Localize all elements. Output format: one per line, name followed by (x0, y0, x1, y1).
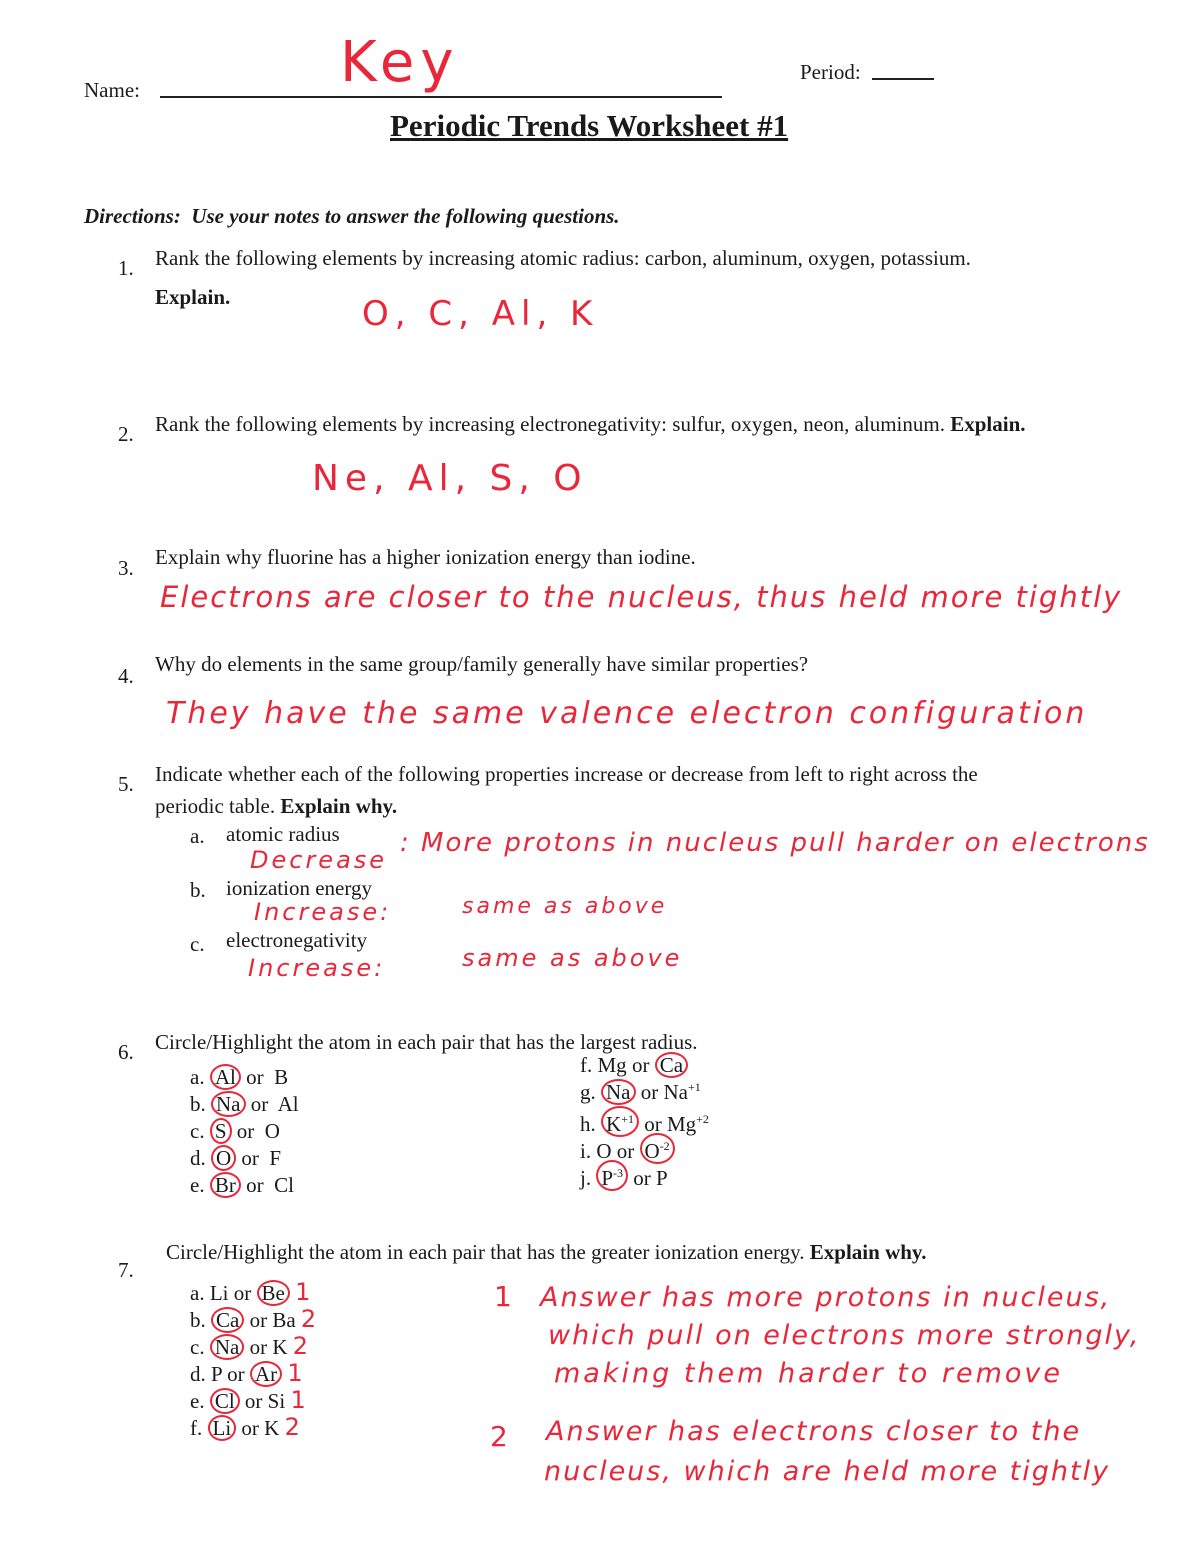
q7-answer1-number: 1 (494, 1280, 515, 1313)
q7-text: Circle/Highlight the atom in each pair that has the greater ionization energy. (166, 1240, 805, 1264)
q5-text-line2: periodic table. (155, 794, 276, 818)
pair-or: or (246, 1065, 264, 1089)
q4-answer: They have the same valence electron configuration (166, 696, 1088, 731)
pair-letter: f. (190, 1416, 203, 1440)
q6-pair-g (580, 1079, 701, 1105)
pair-first-charge: -3 (613, 1166, 624, 1180)
pair-letter: h. (580, 1112, 596, 1136)
pair-first-circled[interactable] (596, 1160, 628, 1191)
pair-or: or (249, 1335, 268, 1359)
pair-or: or (616, 1139, 635, 1163)
q7-pair-e (190, 1386, 309, 1414)
q7-number: 7. (118, 1258, 134, 1282)
pair-second[interactable]: Cl (274, 1173, 294, 1197)
pair-or: or (633, 1166, 651, 1190)
pair-or: or (631, 1053, 650, 1077)
q7-pair-d (190, 1359, 306, 1387)
q2-number: 2. (118, 422, 134, 446)
pair-reason-number: 2 (284, 1413, 303, 1441)
q7-pair-c (190, 1332, 311, 1360)
q4-text: Why do elements in the same group/family generally have similar properties? (155, 652, 809, 676)
directions-label: Directions: (84, 204, 181, 228)
pair-first[interactable]: P (211, 1362, 222, 1386)
q1-text: Rank the following elements by increasing atomic radius: carbon, aluminum, oxygen, potassium. (155, 246, 971, 270)
pair-second-charge: +2 (696, 1112, 709, 1126)
q6-number: 6. (118, 1040, 134, 1064)
q1-answer: O, C, Al, K (362, 294, 599, 334)
pair-first-circled[interactable]: Li (208, 1415, 237, 1441)
q3-text: Explain why fluorine has a higher ionization energy than iodine. (155, 545, 696, 569)
pair-letter: d. (190, 1146, 206, 1170)
q1-explain: Explain. (155, 285, 231, 309)
q5-text-line1: Indicate whether each of the following properties increase or decrease from left to right across the (155, 762, 978, 786)
q7-answer2-line: Answer has electrons closer to the (546, 1416, 1082, 1447)
pair-second-circled[interactable]: Ar (250, 1361, 282, 1387)
pair-second-symbol: Na (663, 1080, 688, 1104)
pair-first-circled[interactable]: S (210, 1118, 232, 1144)
pair-first-symbol: P (601, 1166, 614, 1190)
pair-first[interactable]: Li (209, 1281, 229, 1305)
q2-explain: Explain. (950, 412, 1026, 436)
q5-item-letter: b. (190, 878, 206, 902)
pair-reason-number: 1 (295, 1278, 314, 1306)
pair-or: or (244, 1389, 263, 1413)
pair-or: or (250, 1092, 269, 1116)
pair-letter: g. (580, 1080, 596, 1104)
pair-second[interactable]: K (264, 1416, 280, 1440)
q3-answer: Electrons are closer to the nucleus, thus held more tightly (160, 580, 1123, 614)
pair-second-symbol: O (644, 1139, 660, 1163)
q2-text-block (155, 412, 1026, 437)
pair-second[interactable]: Ba (272, 1308, 296, 1332)
pair-reason-number: 2 (292, 1332, 312, 1360)
q6-pair-j (580, 1160, 668, 1191)
pair-or: or (227, 1362, 245, 1386)
pair-reason-number: 1 (290, 1386, 309, 1414)
directions (84, 204, 620, 229)
pair-first-circled[interactable]: Br (210, 1172, 241, 1198)
pair-second[interactable]: K (272, 1335, 288, 1359)
pair-or: or (241, 1416, 259, 1440)
q6-pair-b (190, 1091, 299, 1117)
q1-number: 1. (118, 256, 134, 280)
pair-first-circled[interactable]: O (211, 1145, 236, 1171)
pair-second[interactable]: O (264, 1119, 280, 1143)
pair-first[interactable]: Mg (597, 1053, 627, 1077)
q5-item-letter: a. (190, 824, 205, 848)
pair-second[interactable]: P (656, 1166, 668, 1190)
pair-letter: e. (190, 1389, 205, 1413)
q5-text-line2-block (155, 794, 397, 819)
pair-or: or (246, 1173, 264, 1197)
q5-item-answer: Increase: (254, 898, 392, 926)
q5-number: 5. (118, 772, 134, 796)
q5-item-reason: same as above (462, 894, 668, 919)
q7-pair-a (190, 1278, 313, 1306)
q6-pair-c (190, 1118, 280, 1144)
q5-item-label: atomic radius (226, 822, 340, 846)
q5-item-answer: Increase: (248, 954, 386, 982)
q4-number: 4. (118, 664, 134, 688)
pair-first-symbol: K (606, 1112, 622, 1136)
pair-letter: b. (190, 1092, 206, 1116)
pair-or: or (249, 1308, 268, 1332)
pair-second[interactable]: Al (277, 1092, 299, 1116)
q6-text: Circle/Highlight the atom in each pair that has the largest radius. (155, 1030, 698, 1054)
pair-letter: c. (190, 1335, 205, 1359)
q7-answer1-line: making them harder to remove (554, 1358, 1064, 1389)
pair-or: or (241, 1146, 259, 1170)
q7-explain: Explain why. (809, 1240, 927, 1264)
pair-second[interactable] (664, 1080, 701, 1104)
q7-answer2-number: 2 (490, 1420, 511, 1453)
name-value: Key (340, 30, 460, 95)
pair-first-circled[interactable]: Cl (210, 1388, 240, 1414)
pair-letter: j. (580, 1166, 592, 1190)
q3-number: 3. (118, 556, 134, 580)
pair-letter: e. (190, 1173, 205, 1197)
pair-first-circled[interactable]: Na (601, 1079, 636, 1105)
pair-or: or (236, 1119, 255, 1143)
pair-letter: d. (190, 1362, 206, 1386)
pair-second-circled[interactable]: Be (257, 1280, 290, 1306)
q5-explain: Explain why. (280, 794, 398, 818)
q6-pair-e (190, 1172, 294, 1198)
pair-or: or (640, 1080, 659, 1104)
pair-letter: i. (580, 1139, 592, 1163)
q7-answer1-line: Answer has more protons in nucleus, (540, 1282, 1112, 1313)
pair-or: or (644, 1112, 662, 1136)
pair-second[interactable]: Si (267, 1389, 286, 1413)
q7-pair-f (190, 1413, 303, 1441)
pair-second-charge: +1 (688, 1080, 701, 1094)
pair-first-circled[interactable]: Al (210, 1064, 241, 1090)
name-underline (160, 96, 722, 98)
q5-item-reason: : More protons in nucleus pull harder on electrons (400, 828, 1150, 858)
pair-first-circled[interactable]: Ca (211, 1307, 244, 1333)
pair-letter: c. (190, 1119, 205, 1143)
pair-second[interactable]: F (269, 1146, 282, 1170)
pair-second-symbol: Mg (666, 1112, 697, 1136)
pair-letter: a. (190, 1281, 205, 1305)
q2-answer: Ne, Al, S, O (312, 458, 588, 499)
pair-letter: b. (190, 1308, 206, 1332)
q5-item-label: electronegativity (226, 928, 368, 952)
pair-second[interactable]: B (274, 1065, 289, 1089)
pair-first-circled[interactable]: Na (210, 1334, 245, 1360)
q6-pair-f (580, 1052, 688, 1078)
pair-first-circled[interactable]: Na (211, 1091, 246, 1117)
q6-pair-a (190, 1064, 288, 1090)
page-title: Periodic Trends Worksheet #1 (390, 108, 789, 143)
pair-letter: a. (190, 1065, 205, 1089)
pair-letter: f. (580, 1053, 593, 1077)
q5-item-reason: same as above (462, 944, 683, 972)
pair-first-charge: +1 (621, 1112, 634, 1126)
pair-or: or (233, 1281, 252, 1305)
pair-reason-number: 2 (300, 1305, 320, 1333)
q7-pair-b (190, 1305, 319, 1333)
name-label: Name: (84, 78, 140, 102)
q7-text-block (166, 1240, 927, 1265)
q5-item-label: ionization energy (226, 876, 372, 900)
pair-second-circled[interactable]: Ca (655, 1052, 688, 1078)
period-label: Period: (800, 60, 861, 84)
pair-reason-number: 1 (287, 1359, 306, 1387)
directions-text: Use your notes to answer the following questions. (191, 204, 620, 228)
period-underline (872, 78, 934, 80)
q7-answer1-line: which pull on electrons more strongly, (548, 1320, 1141, 1351)
q5-item-letter: c. (190, 932, 205, 956)
q2-text: Rank the following elements by increasing electronegativity: sulfur, oxygen, neon, aluminum. (155, 412, 945, 436)
q6-pair-d (190, 1145, 281, 1171)
q7-answer2-line: nucleus, which are held more tightly (544, 1456, 1111, 1487)
q5-item-answer: Decrease (250, 846, 388, 874)
pair-second-charge: -2 (659, 1139, 670, 1153)
pair-first[interactable]: O (596, 1139, 612, 1163)
